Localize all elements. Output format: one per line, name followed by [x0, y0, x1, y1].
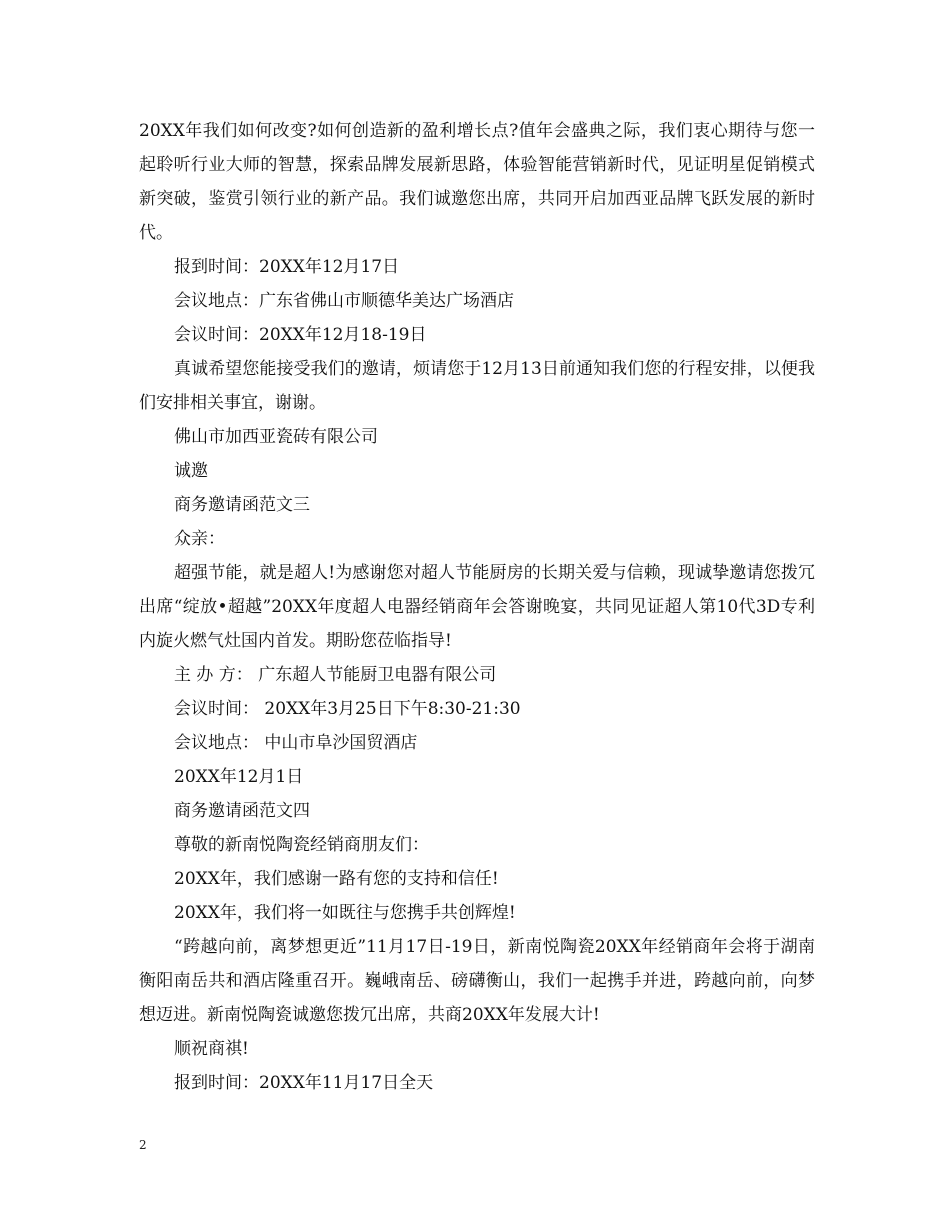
paragraph-salutation: 众亲： [174, 529, 225, 549]
section-heading-sample-four: 商务邀请函范文四 [174, 801, 310, 821]
paragraph-rsvp-request: 真诚希望您能接受我们的邀请，烦请您于12月13日前通知我们您的行程安排，以便我们安排相关事宜，谢谢。 [139, 359, 815, 413]
paragraph-meeting-location: 会议地点：广东省佛山市顺德华美达广场酒店 [174, 291, 514, 311]
paragraph-greetings: 顺祝商祺! [174, 1039, 249, 1059]
paragraph-create-brilliance: 20XX年，我们将一如既往与您携手共创辉煌! [174, 903, 516, 923]
page-number: 2 [139, 1138, 147, 1152]
paragraph-organizer: 主 办 方： 广东超人节能厨卫电器有限公司 [174, 665, 497, 685]
paragraph-thanks: 20XX年，我们感谢一路有您的支持和信任! [174, 869, 499, 889]
paragraph-event-time: 会议时间： 20XX年3月25日下午8:30-21:30 [174, 699, 521, 719]
paragraph-date: 20XX年12月1日 [174, 767, 304, 787]
paragraph-registration-time: 报到时间：20XX年12月17日 [174, 257, 400, 277]
paragraph-event-location: 会议地点： 中山市阜沙国贸酒店 [174, 733, 418, 753]
paragraph-company-name: 佛山市加西亚瓷砖有限公司 [174, 427, 378, 447]
paragraph-invitation-body: 超强节能，就是超人!为感谢您对超人节能厨房的长期关爱与信赖，现诚挚邀请您拨冗出席“绽放•超越”20XX年度超人电器经销商年会答谢晚宴，共同见证超人第10代3D专利内旋火燃气灶国内首发。期盼您莅临指导! [139, 563, 815, 651]
document-body [139, 114, 815, 1100]
section-heading-sample-three: 商务邀请函范文三 [174, 495, 310, 515]
paragraph-check-in-time: 报到时间：20XX年11月17日全天 [174, 1073, 434, 1093]
paragraph-sincere-invite: 诚邀 [174, 461, 208, 481]
paragraph-annual-meeting: “跨越向前，离梦想更近”11月17日-19日，新南悦陶瓷20XX年经销商年会将于湖南衡阳南岳共和酒店隆重召开。巍峨南岳、磅礴衡山，我们一起携手并进，跨越向前，向梦想迈进。新南悦陶瓷诚邀您拨冗出席，共商20XX年发展大计! [139, 937, 815, 1025]
paragraph-meeting-time: 会议时间：20XX年12月18-19日 [174, 325, 427, 345]
paragraph-dear-distributors: 尊敬的新南悦陶瓷经销商朋友们： [174, 835, 429, 855]
paragraph-intro: 20XX年我们如何改变?如何创造新的盈利增长点?值年会盛典之际，我们衷心期待与您一起聆听行业大师的智慧，探索品牌发展新思路，体验智能营销新时代，见证明星促销模式新突破，鉴赏引领行业的新产品。我们诚邀您出席，共同开启加西亚品牌飞跃发展的新时代。 [139, 121, 815, 243]
